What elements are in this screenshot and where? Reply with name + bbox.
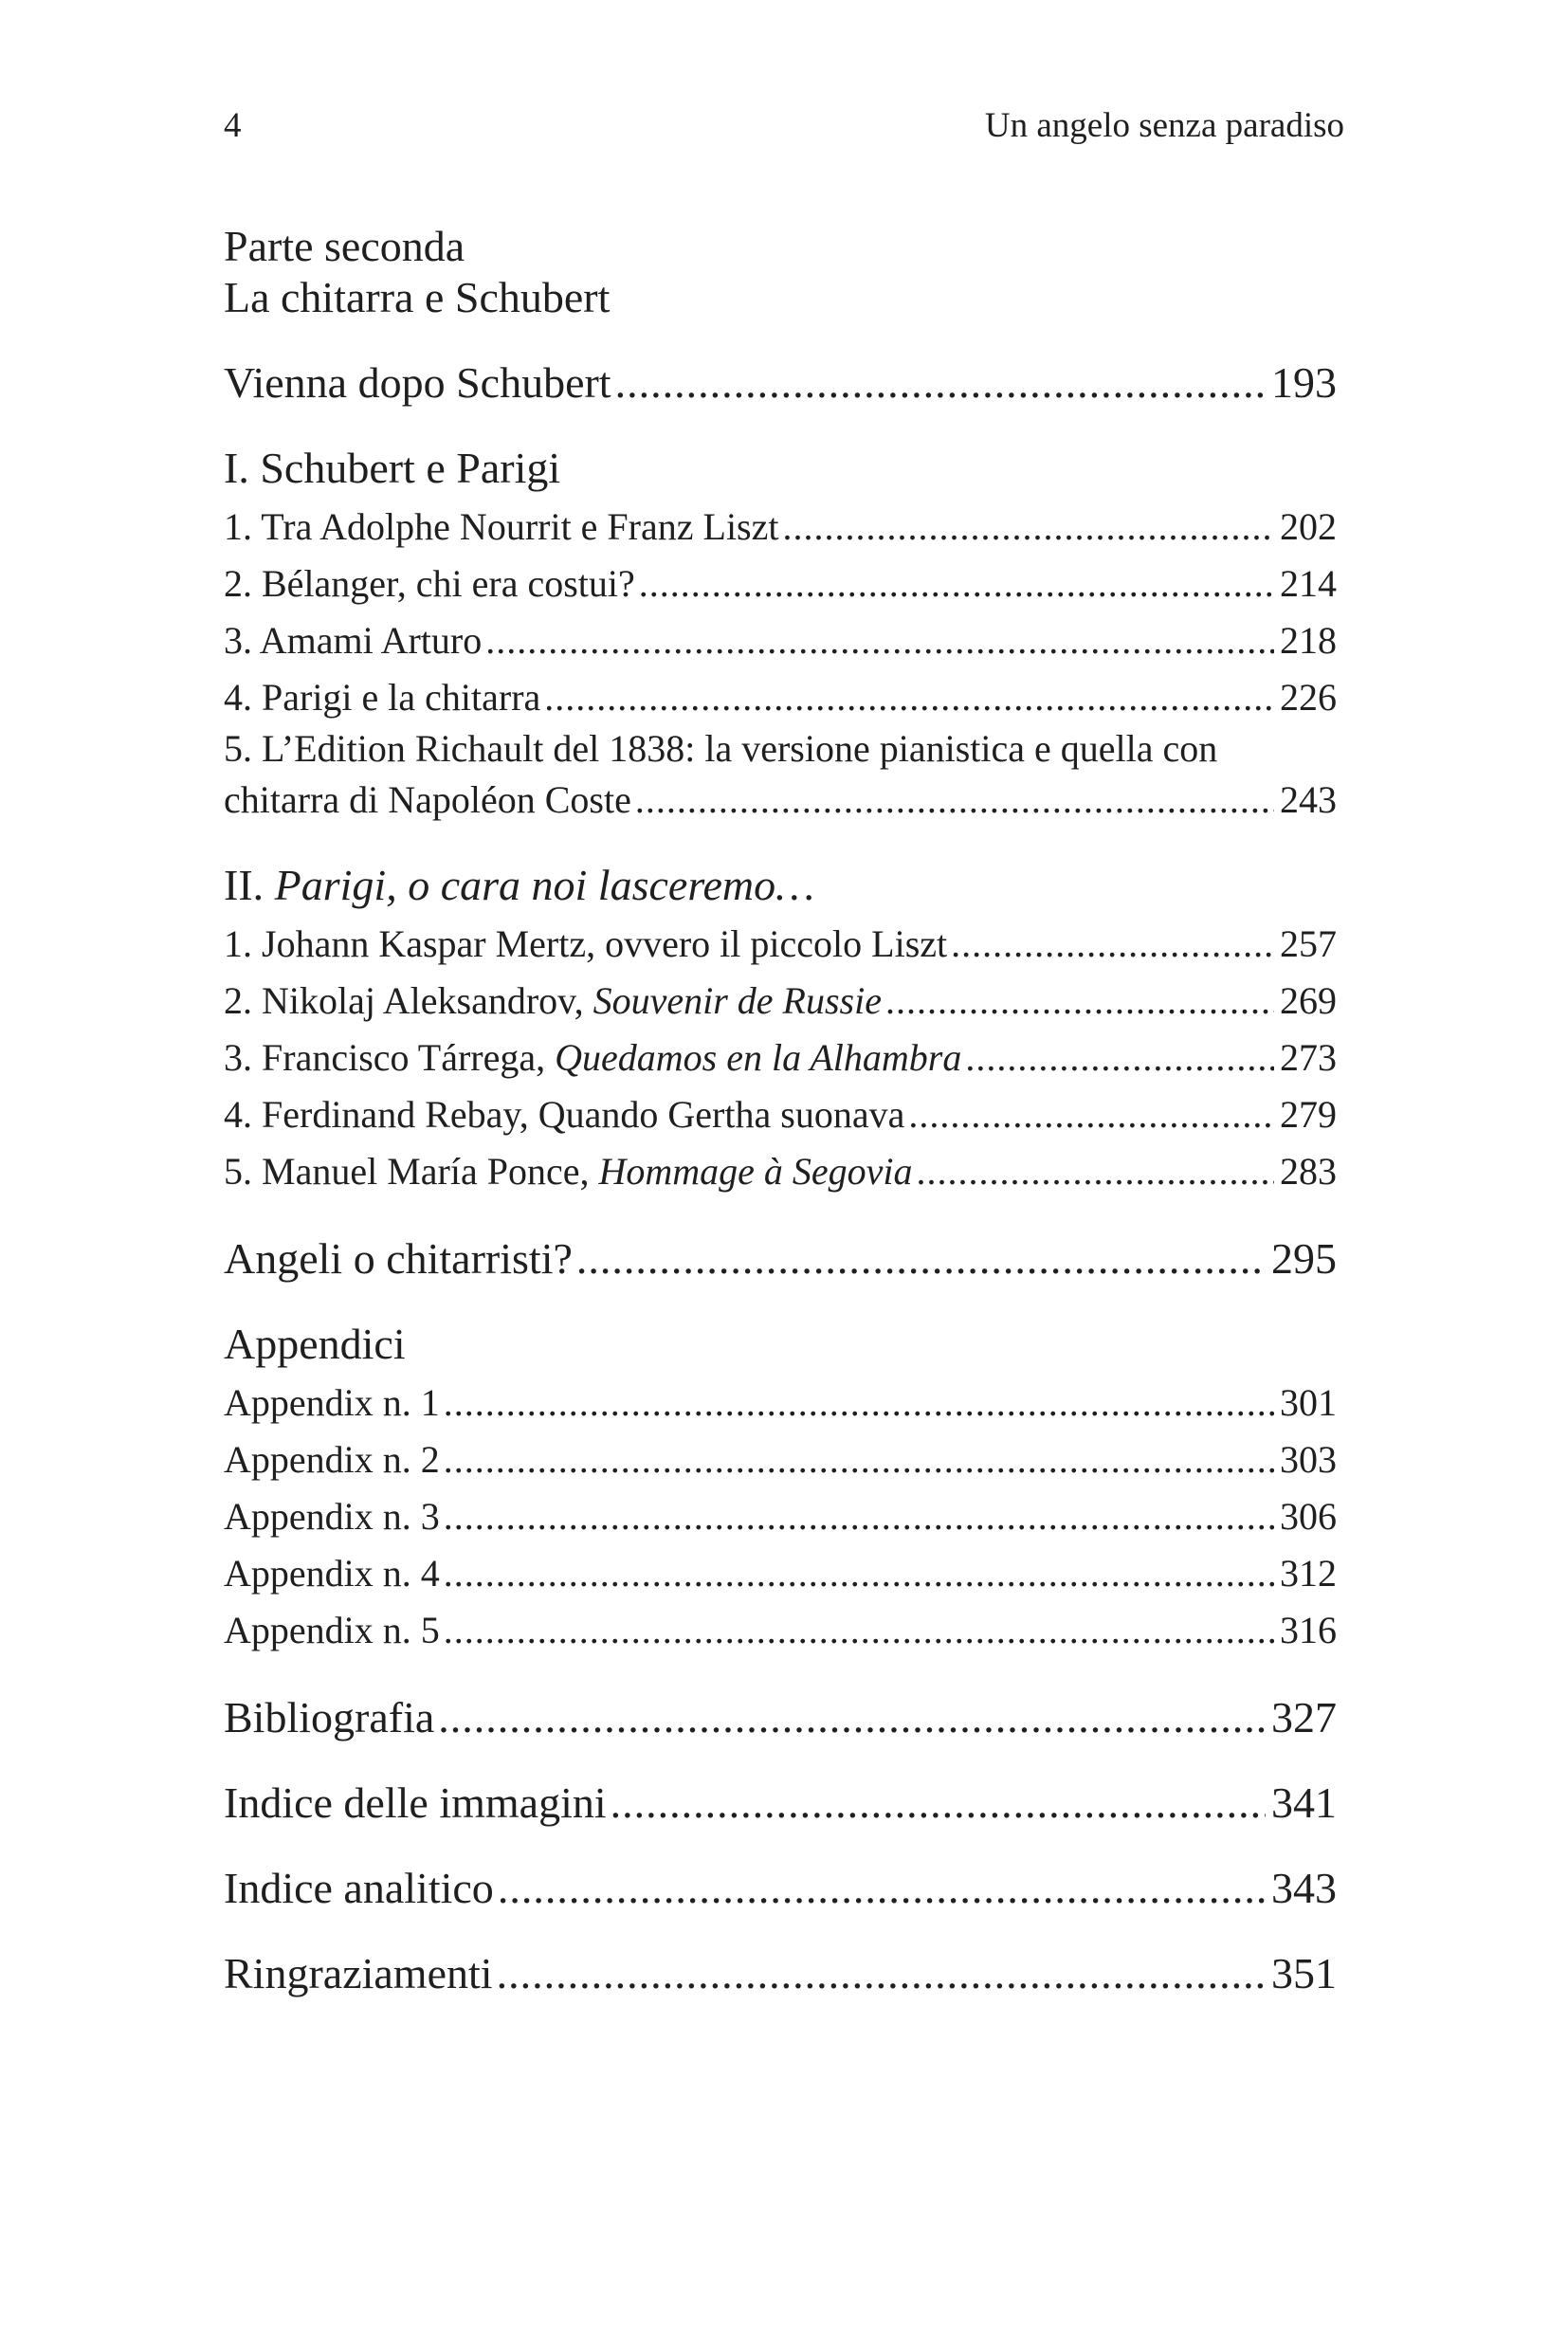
- dot-leader: [908, 1090, 1274, 1140]
- book-title: Un angelo senza paradiso: [984, 106, 1344, 145]
- toc-entry-title: Angeli o chitarristi?: [224, 1234, 573, 1283]
- toc-entry-title: 2. Bélanger, chi era costui?: [224, 562, 635, 605]
- section-heading-prefix: II.: [224, 861, 275, 909]
- section-heading-1: I. Schubert e Parigi: [224, 444, 561, 492]
- toc-entry-title: Ringraziamenti: [224, 1949, 493, 1997]
- toc-entry-bibliografia[interactable]: [224, 1691, 1337, 1744]
- dot-leader: [951, 920, 1274, 969]
- toc-entry-vienna[interactable]: [224, 356, 1337, 410]
- toc-entry-1-4[interactable]: [224, 673, 1337, 722]
- toc-entry-title: [224, 976, 882, 1026]
- part-heading-line1: Parte seconda: [224, 222, 465, 270]
- dot-leader: [498, 1862, 1266, 1915]
- dot-leader: [444, 1549, 1274, 1598]
- toc-entry-title: [224, 1033, 961, 1083]
- toc-entry-page: 279: [1280, 1093, 1337, 1136]
- title-prefix: 3. Francisco Tárrega,: [224, 1036, 556, 1079]
- toc-entry-page: 295: [1271, 1234, 1337, 1283]
- toc-entry-title: chitarra di Napoléon Coste: [224, 778, 631, 821]
- toc-entry-title: 3. Amami Arturo: [224, 619, 483, 662]
- dot-leader: [444, 1378, 1274, 1428]
- title-italic: Quedamos en la Alhambra: [555, 1036, 962, 1079]
- toc-entry-title: Appendix n. 2: [224, 1438, 440, 1481]
- toc-entry-title: Bibliografia: [224, 1693, 435, 1741]
- dot-leader: [438, 1691, 1266, 1744]
- toc-entry-title: Indice analitico: [224, 1864, 494, 1912]
- toc-entry-1-5[interactable]: [224, 775, 1337, 825]
- toc-entry-title: Indice delle immagini: [224, 1778, 607, 1827]
- dot-leader: [635, 775, 1274, 825]
- page-number: 4: [224, 106, 242, 145]
- toc-entry-title: 1. Tra Adolphe Nourrit e Franz Liszt: [224, 505, 779, 548]
- toc-entry-appendix-1[interactable]: [224, 1378, 1337, 1428]
- toc-entry-page: 327: [1271, 1693, 1337, 1741]
- dot-leader: [576, 1232, 1266, 1285]
- toc-entry-page: 273: [1280, 1036, 1337, 1079]
- toc-entry-page: 226: [1280, 676, 1337, 719]
- toc-entry-title: 4. Ferdinand Rebay, Quando Gertha suonava: [224, 1093, 905, 1136]
- toc-entry-page: 351: [1271, 1949, 1337, 1997]
- running-head: [224, 102, 1344, 150]
- dot-leader: [615, 356, 1266, 410]
- toc-entry-title: Vienna dopo Schubert: [224, 358, 611, 407]
- toc-entry-appendix-4[interactable]: [224, 1549, 1337, 1598]
- toc-entry-appendix-2[interactable]: [224, 1435, 1337, 1485]
- toc-entry-title: Appendix n. 1: [224, 1381, 440, 1424]
- toc-entry-indice-analitico[interactable]: [224, 1862, 1337, 1915]
- section-heading-2: [224, 859, 1337, 912]
- toc-entry-title: Appendix n. 5: [224, 1609, 440, 1651]
- toc-entry-2-2[interactable]: [224, 976, 1337, 1026]
- toc-entry-2-4[interactable]: [224, 1090, 1337, 1140]
- title-prefix: 5. Manuel María Ponce,: [224, 1150, 599, 1193]
- dot-leader: [485, 616, 1274, 665]
- toc-entry-appendix-3[interactable]: [224, 1492, 1337, 1541]
- toc-entry-page: 303: [1280, 1438, 1337, 1481]
- section-heading-italic: Parigi, o cara noi lasceremo…: [274, 861, 815, 909]
- toc-entry-1-2[interactable]: [224, 559, 1337, 609]
- toc-entry-page: 316: [1280, 1609, 1337, 1651]
- appendici-heading: Appendici: [224, 1320, 406, 1368]
- toc-entry-title: 1. Johann Kaspar Mertz, ovvero il piccolo Liszt: [224, 922, 948, 965]
- dot-leader: [885, 976, 1274, 1026]
- toc-entry-2-5[interactable]: [224, 1147, 1337, 1196]
- title-italic: Hommage à Segovia: [598, 1150, 913, 1193]
- title-italic: Souvenir de Russie: [593, 979, 882, 1022]
- toc-entry-2-1[interactable]: [224, 920, 1337, 969]
- part-heading-line2: La chitarra e Schubert: [224, 273, 611, 321]
- dot-leader: [917, 1147, 1275, 1196]
- toc-entry-1-5-line1[interactable]: 5. L’Edition Richault del 1838: la versione pianistica e quella con: [224, 727, 1218, 770]
- toc-entry-page: 306: [1280, 1495, 1337, 1538]
- dot-leader: [639, 559, 1274, 609]
- toc-entry-ringraziamenti[interactable]: [224, 1947, 1337, 2000]
- toc-entry-page: 218: [1280, 619, 1337, 662]
- toc-entry-page: 257: [1280, 922, 1337, 965]
- dot-leader: [444, 1606, 1274, 1655]
- dot-leader: [611, 1777, 1266, 1830]
- dot-leader: [444, 1435, 1274, 1485]
- toc-entry-title: Appendix n. 4: [224, 1552, 440, 1595]
- title-prefix: 2. Nikolaj Aleksandrov,: [224, 979, 593, 1022]
- dot-leader: [444, 1492, 1274, 1541]
- toc-entry-page: 312: [1280, 1552, 1337, 1595]
- dot-leader: [497, 1947, 1266, 2000]
- toc-entry-1-1[interactable]: [224, 502, 1337, 552]
- toc-entry-page: 202: [1280, 505, 1337, 548]
- toc-entry-page: 301: [1280, 1381, 1337, 1424]
- toc-entry-title: 4. Parigi e la chitarra: [224, 676, 541, 719]
- toc-entry-page: 269: [1280, 979, 1337, 1022]
- toc-entry-title: Appendix n. 3: [224, 1495, 440, 1538]
- toc-entry-page: 341: [1271, 1778, 1337, 1827]
- dot-leader: [965, 1033, 1274, 1083]
- toc-entry-page: 214: [1280, 562, 1337, 605]
- toc-entry-page: 243: [1280, 778, 1337, 821]
- toc-entry-page: 193: [1271, 358, 1337, 407]
- dot-leader: [544, 673, 1274, 722]
- toc-entry-indice-immagini[interactable]: [224, 1777, 1337, 1830]
- dot-leader: [783, 502, 1275, 552]
- toc-entry-2-3[interactable]: [224, 1033, 1337, 1083]
- toc-entry-1-3[interactable]: [224, 616, 1337, 665]
- toc-entry-title: [224, 1147, 913, 1196]
- toc-entry-page: 343: [1271, 1864, 1337, 1912]
- toc-entry-page: 283: [1280, 1150, 1337, 1193]
- toc-entry-appendix-5[interactable]: [224, 1606, 1337, 1655]
- toc-entry-angeli[interactable]: [224, 1232, 1337, 1285]
